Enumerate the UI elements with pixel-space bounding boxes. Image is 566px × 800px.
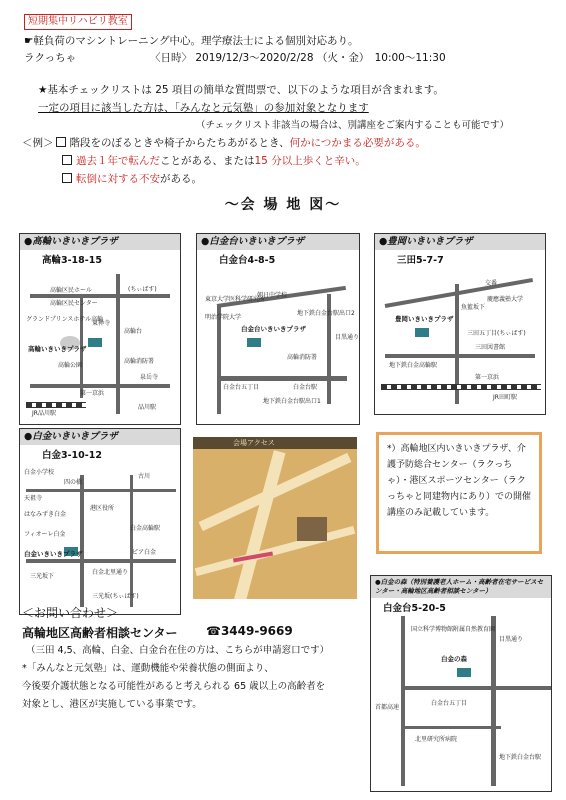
map-mita-name: ●豊岡いきいきプラザ [375,234,545,250]
photo-map-label: 会場アクセス [193,437,357,449]
example-2-emphasis-b: 15 分以上歩くと辛い。 [254,155,366,167]
map-label: 三田図書館 [475,344,506,351]
map-label: 明治学院大学 [205,314,242,321]
map-label: 三光坂下 [30,573,55,580]
map-label: 朝日中学校 [257,292,288,299]
map-label: 地下鉄白金高輪駅 [389,362,438,369]
checkbox-icon [62,173,72,183]
map-label: JR田町駅 [493,394,517,401]
map-label: 高輪区民ホール [50,287,92,294]
map-label: 白金台五丁目 [431,700,468,707]
map-label: 白金台五丁目 [223,384,260,391]
map-label: 首都高速 [375,704,400,711]
map-shirokane-name: ●白金いきいきプラザ [20,429,180,445]
intro-line-3: （チェックリスト非該当の場合は、別講座をご案内することも可能です） [196,120,510,131]
note-box [376,432,542,554]
map-shirokane [19,428,181,615]
map-label: 白金の森 [441,655,467,663]
contact-line-2: *「みんなと元気塾」は、運動機能や栄養状態の側面より、 [22,663,274,674]
map-road [195,526,355,576]
map-label: 四の橋 [64,479,83,486]
program-name: ラクっちゃ [24,52,77,64]
venue-marker-icon [457,668,471,677]
example-3-emphasis: 転倒に対する不安 [76,173,160,185]
map-label: 高輪消防署 [287,354,318,361]
map-road [30,384,170,388]
map-label: 白金いきいきプラザ [24,550,83,558]
map-shirokanedai-name: ●白金台いきいきプラザ [197,234,359,250]
examples-prefix: ＜例＞ [22,137,54,149]
access-photo-map [193,437,357,599]
map-label: 慶應義塾大学 [487,296,524,303]
map-label: 白金台駅 [293,384,318,391]
map-mita [374,233,546,415]
venue-marker-icon [247,338,261,347]
map-mita-address: 三田5-7-7 [397,255,444,266]
map-label: 高輪台 [124,328,143,335]
map-label: 第一京浜 [80,390,105,397]
map-road [232,450,285,599]
map-label: JR品川駅 [32,410,56,417]
map-label: 白金高輪駅 [130,525,161,532]
map-label: 北里研究所病院 [415,736,458,743]
map-label: 高輪公園 [58,362,83,369]
map-road [80,475,84,607]
map-road [26,489,176,492]
map-label: 東京大学医科学研究所 [205,296,266,303]
example-3-text: がある。 [160,173,202,185]
contact-center: 高輪地区高齢者相談センター [22,626,178,640]
map-label: 東禅寺 [92,320,111,327]
map-road [116,274,120,414]
map-takanawa-address: 高輪3-18-15 [42,255,102,266]
map-label: 魚籃坂下 [461,304,486,311]
checkbox-icon [56,137,66,147]
checkbox-icon [62,155,72,165]
map-label: 泉岳寺 [140,374,159,381]
map-label: 天祖寺 [24,495,43,502]
contact-heading: ＜お問い合わせ＞ [22,606,119,620]
map-rail [26,402,86,408]
building-shape [297,517,327,541]
example-item-1 [22,136,426,150]
map-shirokane-address: 白金3-10-12 [42,450,102,461]
venue-marker-icon [415,328,429,337]
map-takanawa [19,233,181,425]
map-label: はなみずき白金 [24,511,67,518]
map-shiroganenomori [370,575,552,792]
example-2-text: ことがある、または [160,155,255,167]
map-road [385,354,535,358]
map-label: 高輪区民センター [50,300,98,307]
subtitle: ☛軽負荷のマシントレーニング中心。理学療法士による個別対応あり。 [24,35,359,47]
intro-line-2: 一定の項目に該当した方は、「みんなと元気塾」の参加対象となります [38,102,369,114]
map-road [401,616,405,786]
intro-line-1: ★基本チェックリストは 25 項目の簡単な質問票で、以下のような項目が含まれます。 [38,84,444,96]
map-shiroganenomori-address: 白金台5-20-5 [383,603,446,614]
map-label: 目黒通り [499,636,524,643]
map-label: 港区役所 [90,505,115,512]
example-1-text: 階段をのぼるときや椅子からたちあがるとき、 [69,137,290,149]
map-shirokanedai-address: 白金台4-8-5 [219,255,276,266]
example-2-emphasis-a: 過去１年で転んだ [76,155,160,167]
map-label: (ちぃばす) [128,286,157,293]
map-label: 白金北里通り [92,569,129,576]
map-label: 地下鉄白金台駅出口1 [263,398,321,405]
note-text: *）高輪地区内いきいきプラザ、介護予防総合センター（ラクっちゃ）・港区スポーツセンター（ラクっちゃと同建物内にあり）での開催講座のみ記載しています。 [387,444,532,518]
map-label: 品川駅 [138,404,157,411]
map-label: 交番 [485,280,498,287]
venue-marker-icon [88,338,102,347]
example-1-emphasis: 何かにつかまる必要がある。 [289,137,426,149]
map-road [26,559,176,563]
map-label: 高輪いきいきプラザ [28,345,87,353]
map-label: 白金小学校 [24,469,55,476]
map-road [30,294,170,298]
map-label: 地下鉄白金台駅出口2 [297,310,355,317]
map-label: ピア白金 [132,549,157,556]
map-takanawa-name: ●高輪いきいきプラザ [20,234,180,250]
map-road [401,726,501,729]
map-label: 三田五丁目(ちぃばす) [467,330,526,337]
map-label: 高輪消防署 [124,358,155,365]
map-shirokanedai [196,233,360,425]
map-label: 三光坂(ちぃばす) [92,593,139,600]
schedule: 〈日時〉 2019/12/3～2020/2/28 （火・金） 10:00～11:30 [150,52,446,64]
map-label: フィオーレ白金 [24,531,66,538]
map-road [491,616,496,786]
map-label: グランドプリンスホテル高輪 [26,316,104,323]
map-label: 国立科学博物館附属自然教育園 [411,626,496,633]
map-section-title: ～会 場 地 図～ [224,197,342,213]
map-label: 豊岡いきいきプラザ [395,315,454,323]
map-label: 白金台いきいきプラザ [241,325,306,333]
map-label: 目黒通り [335,334,360,341]
map-rail [381,384,541,390]
map-road [401,686,551,690]
map-label: 地下鉄白金台駅 [499,754,542,761]
map-shiroganenomori-name: ●白金の森（特別養護老人ホーム・高齢者在宅サービスセンター・高輪地区高齢者相談センター） [371,576,551,598]
contact-line-1: （三田 4,5、高輪、白金、白金台在住の方は、こちらが申請窓口です） [26,645,330,656]
map-label: 古川 [138,473,151,480]
contact-line-3: 今後要介護状態となる可能性があると考えられる 65 歳以上の高齢者を [22,681,326,692]
contact-line-4: 対象とし、港区が実施している事業です。 [22,699,202,710]
program-tag: 短期集中リハビリ教室 [24,14,132,30]
contact-phone: ☎3449-9669 [206,624,293,638]
map-label: 第一京浜 [475,374,500,381]
map-road [130,475,133,607]
example-item-2 [60,154,366,168]
example-item-3 [60,172,202,186]
